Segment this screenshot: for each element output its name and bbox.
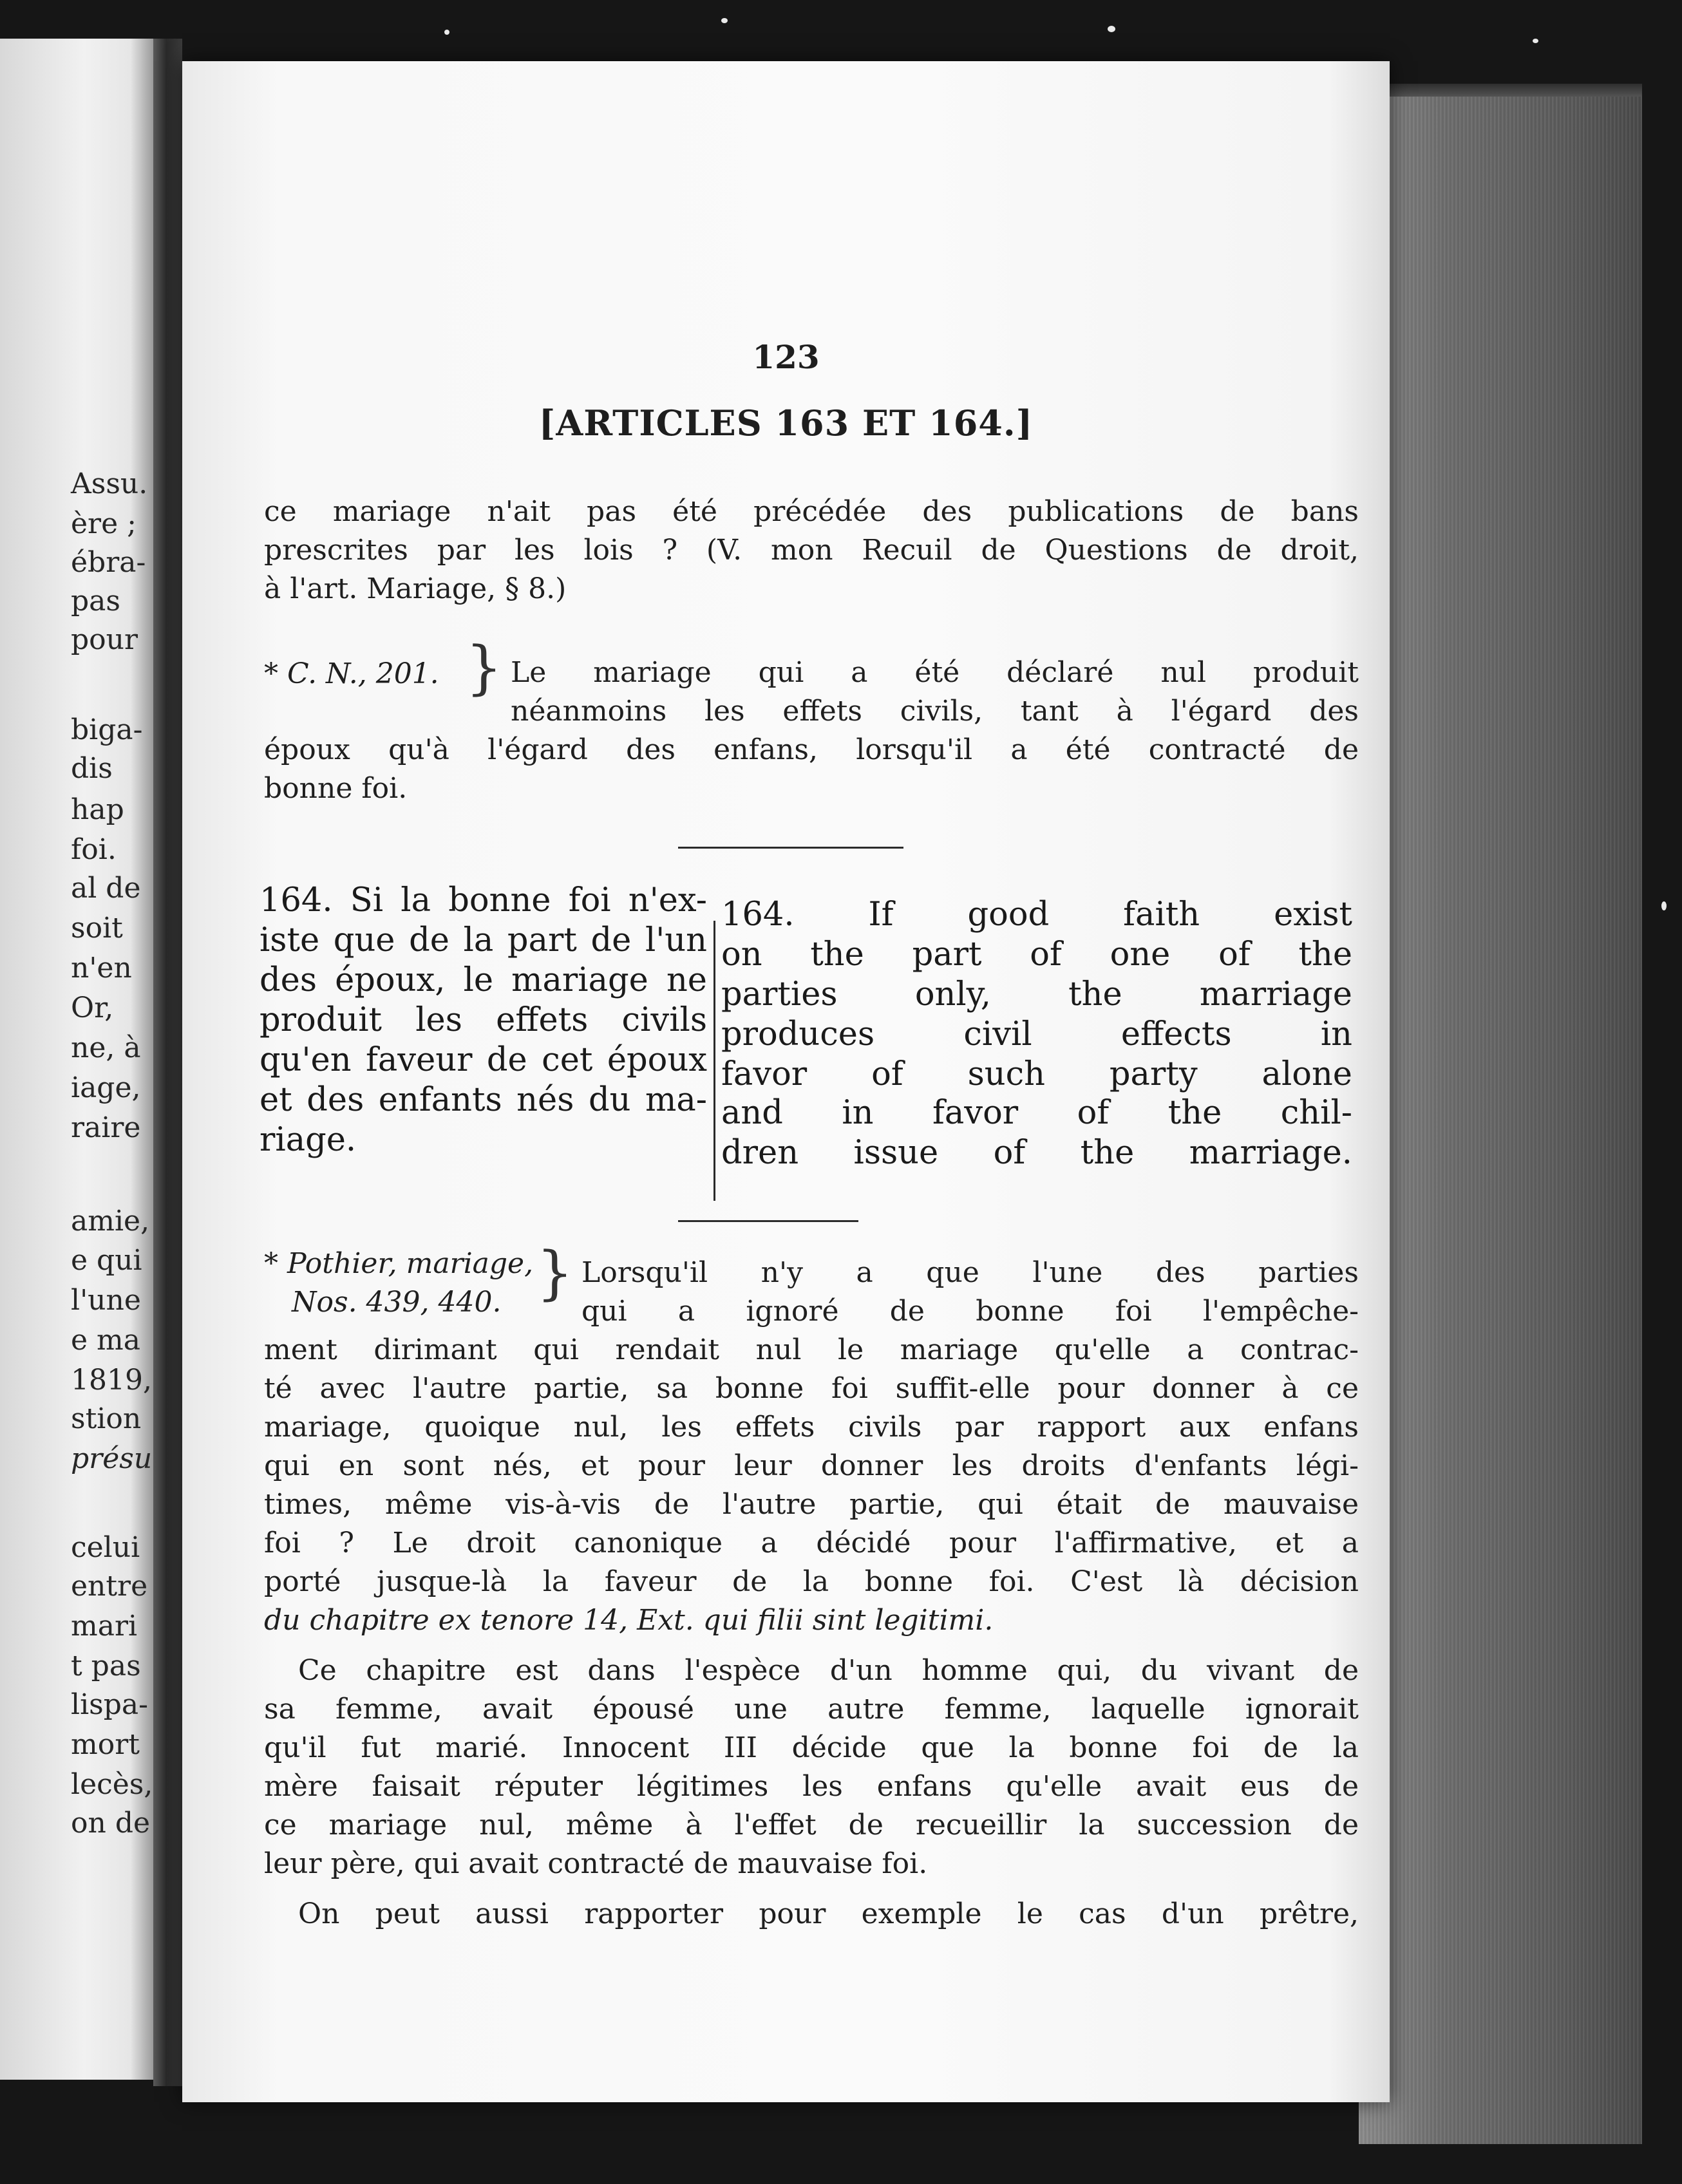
- pothier-continuation: té avec l'autre partie, sa bonne foi suffit-elle pour donner à ce: [264, 1372, 1359, 1405]
- paragraph-line: sa femme, avait épousé une autre femme, laquelle ignorait: [264, 1693, 1359, 1726]
- left-page-text: lispa-: [71, 1688, 148, 1721]
- article-164-french-line: et des enfants nés du ma-: [260, 1081, 707, 1119]
- article-164-french-line: iste que de la part de l'un: [260, 921, 707, 959]
- left-page-text: biga-: [71, 713, 143, 746]
- left-page-text: l'une: [71, 1284, 141, 1317]
- pothier-continuation: qui en sont nés, et pour leur donner les droits d'enfants légi-: [264, 1449, 1359, 1482]
- left-page-text: celui: [71, 1531, 140, 1564]
- left-page-text: hap: [71, 793, 124, 826]
- left-page-text: al de: [71, 872, 141, 905]
- pothier-continuation: du chapitre ex tenore 14, Ext. qui filii sint legitimi.: [264, 1604, 994, 1637]
- left-page-text: lecès,: [71, 1768, 153, 1801]
- pothier-ref-label: * Pothier, mariage,: [264, 1247, 534, 1280]
- left-page-text: iage,: [71, 1071, 141, 1104]
- brace-mark: }: [466, 634, 503, 702]
- paragraph-line: Ce chapitre est dans l'espèce d'un homme qui, du vivant de: [298, 1654, 1359, 1687]
- article-164-english-line: on the part of one of the: [721, 936, 1352, 974]
- left-page-text: Or,: [71, 992, 114, 1024]
- left-page-text: e ma: [71, 1324, 140, 1357]
- left-page-text: raire: [71, 1111, 141, 1144]
- left-page-text: dis: [71, 752, 113, 785]
- pothier-continuation: porté jusque-là la faveur de la bonne foi. C'est là décision: [264, 1565, 1359, 1598]
- left-page-text: entre: [71, 1570, 148, 1603]
- scan-speck: [444, 30, 449, 35]
- body-line: ce mariage n'ait pas été précédée des publications de bans: [264, 495, 1359, 528]
- pothier-ref-line: qui a ignoré de bonne foi l'empêche-: [581, 1295, 1359, 1328]
- paragraph-line: mère faisait réputer légitimes les enfans qu'elle avait eus de: [264, 1770, 1359, 1803]
- section-rule: [678, 847, 903, 849]
- article-164-english-line: parties only, the marriage: [721, 975, 1352, 1013]
- article-164-french-line: des époux, le mariage ne: [260, 961, 707, 999]
- left-page-text: n'en: [71, 952, 132, 984]
- pothier-ref-numbers: Nos. 439, 440.: [292, 1286, 502, 1319]
- left-page-text: t pas: [71, 1650, 141, 1682]
- article-164-french-line: produit les effets civils: [260, 1001, 707, 1039]
- left-page-text: ébra-: [71, 546, 146, 579]
- left-page-text: e qui: [71, 1244, 142, 1277]
- article-164-english-line: dren issue of the marriage.: [721, 1134, 1352, 1172]
- cn-ref-continuation: bonne foi.: [264, 772, 408, 805]
- left-page-fragment: [0, 39, 153, 2080]
- article-164-english-line: 164. If good faith exist: [721, 896, 1352, 934]
- left-page-text: foi.: [71, 833, 117, 866]
- left-page-text: soit: [71, 912, 123, 945]
- scan-speck: [1661, 901, 1667, 910]
- book-gutter: [153, 39, 182, 2086]
- paragraph-line: On peut aussi rapporter pour exemple le cas d'un prêtre,: [298, 1897, 1359, 1930]
- article-164-english-line: favor of such party alone: [721, 1055, 1352, 1093]
- article-164-english-line: and in favor of the chil-: [721, 1094, 1352, 1132]
- cn-ref-continuation: époux qu'à l'égard des enfans, lorsqu'il a été contracté de: [264, 733, 1359, 766]
- paragraph-line: leur père, qui avait contracté de mauvaise foi.: [264, 1847, 928, 1880]
- left-page-text: stion: [71, 1402, 142, 1435]
- left-page-text: ne, à: [71, 1031, 141, 1064]
- left-page-text: pas: [71, 585, 120, 617]
- cn-ref-label: * C. N., 201.: [264, 657, 439, 690]
- pothier-continuation: mariage, quoique nul, les effets civils par rapport aux enfans: [264, 1411, 1359, 1444]
- column-divider: [713, 921, 715, 1201]
- left-page-text: mari: [71, 1610, 138, 1643]
- left-page-text: Assu.: [71, 467, 148, 500]
- book-fore-edge: [1359, 97, 1642, 2144]
- article-164-french-line: 164. Si la bonne foi n'ex-: [260, 881, 707, 919]
- body-line: prescrites par les lois ? (V. mon Recuil de Questions de droit,: [264, 534, 1359, 567]
- left-page-text: mort: [71, 1728, 140, 1761]
- scan-speck: [1108, 26, 1115, 32]
- pothier-continuation: ment dirimant qui rendait nul le mariage qu'elle a contrac-: [264, 1333, 1359, 1366]
- pothier-ref-label: [292, 1288, 501, 1317]
- paragraph-line: qu'il fut marié. Innocent III décide que la bonne foi de la: [264, 1731, 1359, 1764]
- cn-ref-line: néanmoins les effets civils, tant à l'égard des: [511, 695, 1359, 728]
- left-page-text: 1819,: [71, 1364, 152, 1397]
- pothier-continuation: foi ? Le droit canonique a décidé pour l'affirmative, et a: [264, 1527, 1359, 1559]
- running-head: [ARTICLES 163 ET 164.]: [538, 402, 1034, 444]
- left-page-text: pour: [71, 623, 138, 656]
- left-page-text: on de: [71, 1807, 151, 1840]
- scan-speck: [721, 18, 728, 23]
- left-page-text: amie,: [71, 1205, 150, 1238]
- body-line: à l'art. Mariage, § 8.): [264, 572, 567, 605]
- left-page-text: présu: [71, 1442, 153, 1475]
- article-164-french-line: riage.: [260, 1121, 357, 1159]
- article-164-english-line: produces civil effects in: [721, 1015, 1352, 1053]
- brace-mark: }: [536, 1239, 574, 1307]
- left-page-text: ère ;: [71, 507, 137, 540]
- pothier-ref-line: Lorsqu'il n'y a que l'une des parties: [581, 1256, 1359, 1289]
- section-rule: [678, 1220, 858, 1222]
- article-164-french-line: qu'en faveur de cet époux: [260, 1041, 707, 1079]
- scan-speck: [1533, 39, 1538, 43]
- page-number: 123: [752, 338, 820, 376]
- main-page: [182, 61, 1390, 2102]
- paragraph-line: ce mariage nul, même à l'effet de recueillir la succession de: [264, 1809, 1359, 1841]
- pothier-continuation: times, même vis-à-vis de l'autre partie, qui était de mauvaise: [264, 1488, 1359, 1521]
- cn-ref-line: Le mariage qui a été déclaré nul produit: [511, 656, 1359, 689]
